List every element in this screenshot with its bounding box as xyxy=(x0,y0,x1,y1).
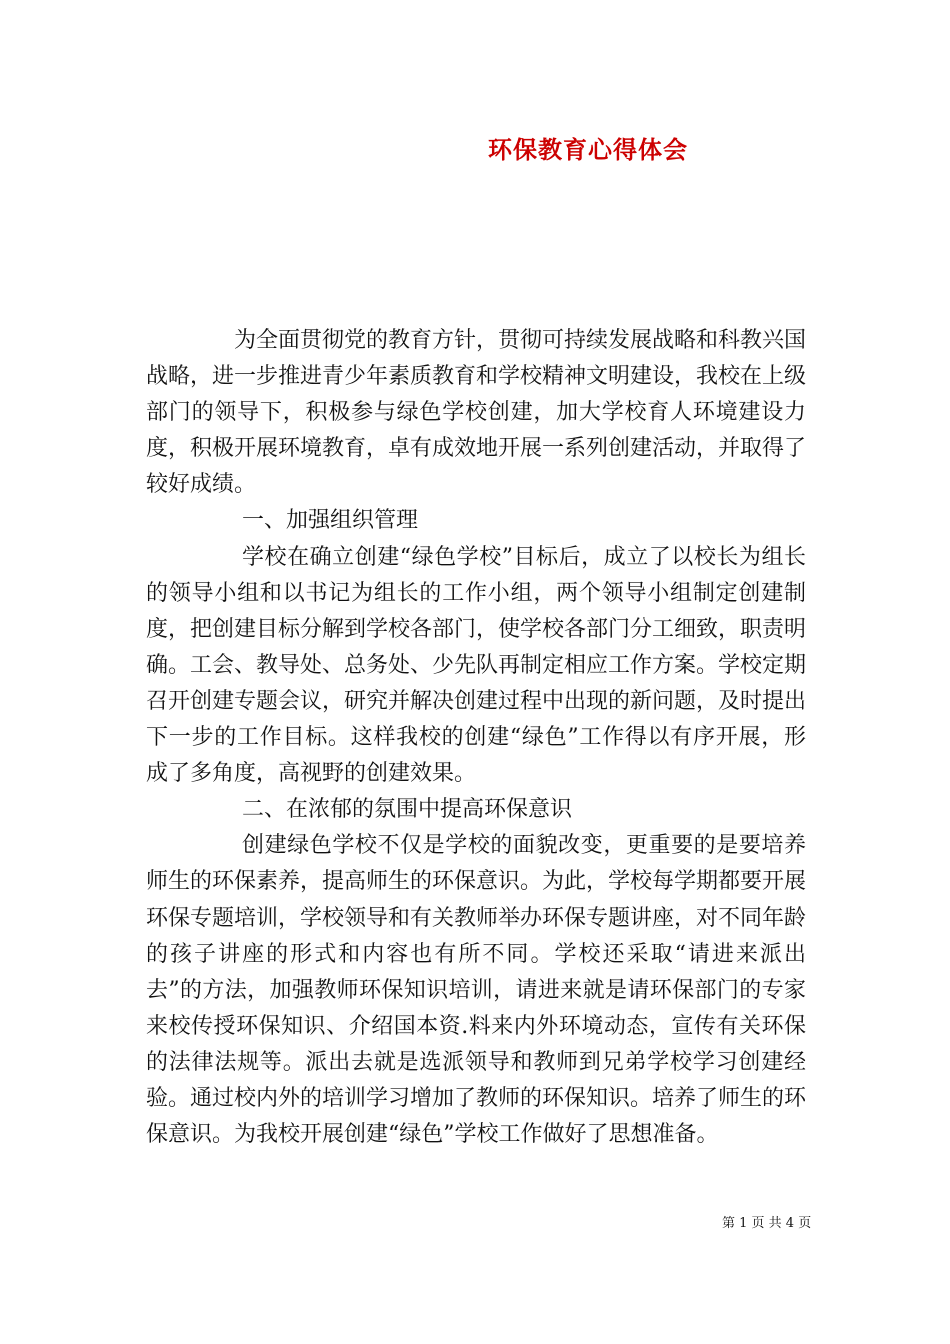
section-heading-2: 二、在浓郁的氛围中提高环保意识 xyxy=(242,797,573,823)
document-body xyxy=(146,323,806,1153)
page-number-footer: 第 1 页 共 4 页 xyxy=(722,1216,812,1231)
section-1-paragraph: 学校在确立创建“绿色学校”目标后，成立了以校长为组长的领导小组和以书记为组长的工作小组，两个领导小组制定创建制度，把创建目标分解到学校各部门，使学校各部门分工细致，职责明确。工会、教导处、总务处、少先队再制定相应工作方案。学校定期召开创建专题会议，研究并解决创建过程中出现的新问题，及时提出下一步的工作目标。这样我校的创建“绿色”工作得以有序开展，形成了多角度，高视野的创建效果。 xyxy=(146,544,807,787)
intro-paragraph: 为全面贯彻党的教育方针，贯彻可持续发展战略和科教兴国战略，进一步推进青少年素质教育和学校精神文明建设，我校在上级部门的领导下，积极参与绿色学校创建，加大学校育人环境建设力度，积极开展环境教育，卓有成效地开展一系列创建活动，并取得了较好成绩。 xyxy=(146,328,807,498)
document-title: 环保教育心得体会 xyxy=(488,135,688,164)
section-heading-1: 一、加强组织管理 xyxy=(242,508,419,534)
section-2-paragraph: 创建绿色学校不仅是学校的面貌改变，更重要的是要培养师生的环保素养，提高师生的环保意识。为此，学校每学期都要开展环保专题培训，学校领导和有关教师举办环保专题讲座，对不同年龄的孩子讲座的形式和内容也有所不同。学校还采取“请进来派出去”的方法，加强教师环保知识培训，请进来就是请环保部门的专家来校传授环保知识、介绍国本资.料来内外环境动态，宣传有关环保的法律法规等。派出去就是选派领导和教师到兄弟学校学习创建经验。通过校内外的培训学习增加了教师的环保知识。培养了师生的环保意识。为我校开展创建“绿色”学校工作做好了思想准备。 xyxy=(146,833,807,1148)
